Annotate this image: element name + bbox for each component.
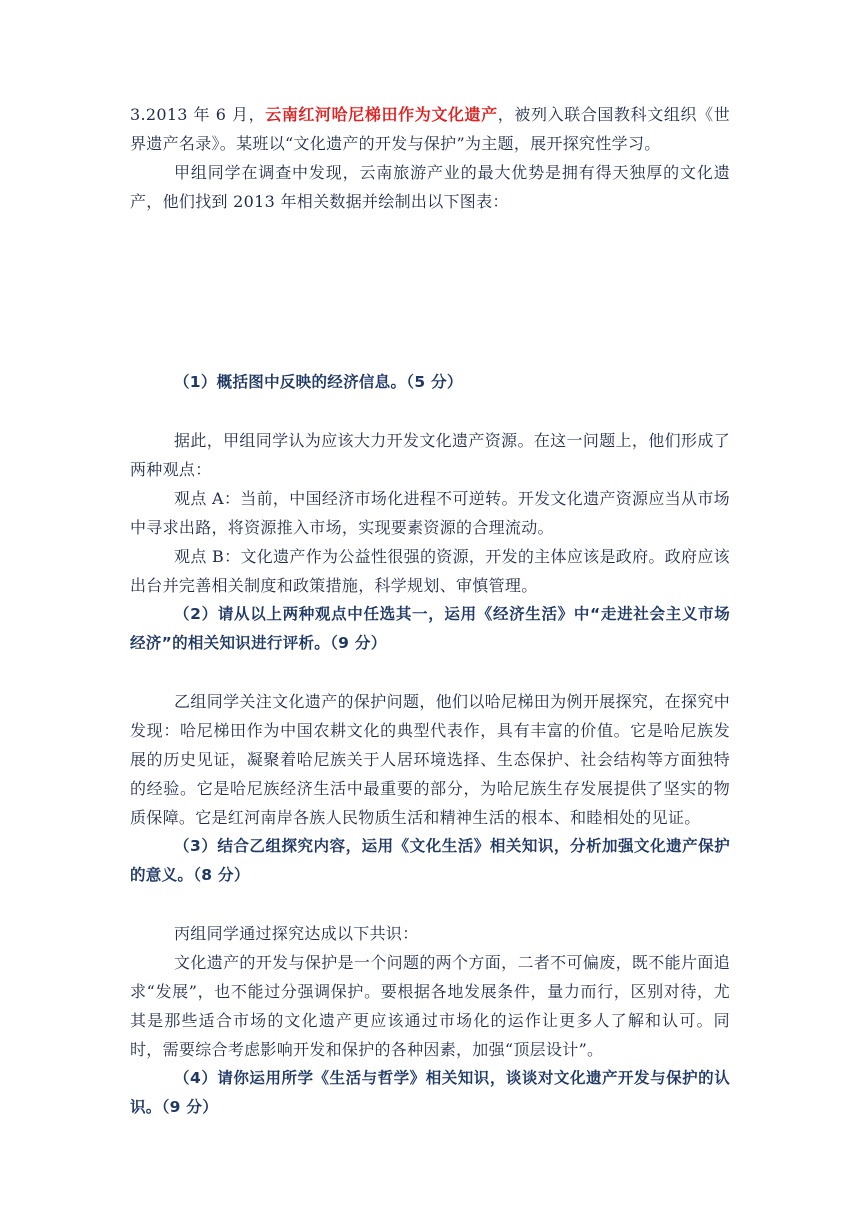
question-document [130, 100, 730, 1122]
question-3: （3）结合乙组探究内容，运用《文化生活》相关知识，分析加强文化遗产保护的意义。（8 分） [130, 837, 730, 884]
spacer [130, 658, 730, 687]
intro-lead: 3.2013 年 6 月， [130, 105, 266, 124]
spacer [130, 397, 730, 426]
view-a: 观点 A：当前，中国经济市场化进程不可逆转。开发文化遗产资源应当从市场中寻求出路，将资源推入市场，实现要素资源的合理流动。 [130, 489, 730, 537]
intro-highlight: 云南红河哈尼梯田作为文化遗产 [265, 105, 498, 124]
views-intro: 据此，甲组同学认为应该大力开发文化遗产资源。在这一问题上，他们形成了两种观点： [130, 431, 730, 479]
chart-placeholder [130, 216, 730, 368]
group-b-paragraph: 乙组同学关注文化遗产的保护问题，他们以哈尼梯田为例开展探究，在探究中发现：哈尼梯田作为中国农耕文化的典型代表作，具有丰富的价值。它是哈尼族发展的历史见证，凝聚着哈尼族关于人居环境选择、生态保护、社会结构等方面独特的经验。它是哈尼族经济生活中最重要的部分，为哈尼族生存发展提供了坚实的物质保障。它是红河南岸各族人民物质生活和精神生活的根本、和睦相处的见证。 [130, 692, 730, 827]
question-4: （4）请你运用所学《生活与哲学》相关知识，谈谈对文化遗产开发与保护的认识。（9 分） [130, 1069, 730, 1116]
group-a-finding: 甲组同学在调查中发现，云南旅游产业的最大优势是拥有得天独厚的文化遗产，他们找到 2013 年相关数据并绘制出以下图表： [130, 163, 730, 211]
question-1: （1）概括图中反映的经济信息。（5 分） [174, 373, 463, 391]
group-c-intro: 丙组同学通过探究达成以下共识： [174, 924, 419, 943]
intro-paragraph [130, 100, 730, 158]
intro-rest: ，被列入联合国教科文组织《世界遗产名录》。某班以“文化遗产的开发与保护”为主题，展开探究性学习。 [130, 105, 731, 153]
spacer [130, 890, 730, 919]
view-b: 观点 B：文化遗产作为公益性很强的资源，开发的主体应该是政府。政府应该出台并完善相关制度和政策措施，科学规划、审慎管理。 [130, 547, 730, 595]
question-2: （2）请从以上两种观点中任选其一，运用《经济生活》中“走进社会主义市场经济”的相关知识进行评析。（9 分） [130, 605, 730, 652]
group-c-body: 文化遗产的开发与保护是一个问题的两个方面，二者不可偏废，既不能片面追求“发展”，也不能过分强调保护。要根据各地发展条件，量力而行，区别对待，尤其是那些适合市场的文化遗产更应该通过市场化的运作让更多人了解和认可。同时，需要综合考虑影响开发和保护的各种因素，加强“顶层设计”。 [130, 953, 730, 1059]
